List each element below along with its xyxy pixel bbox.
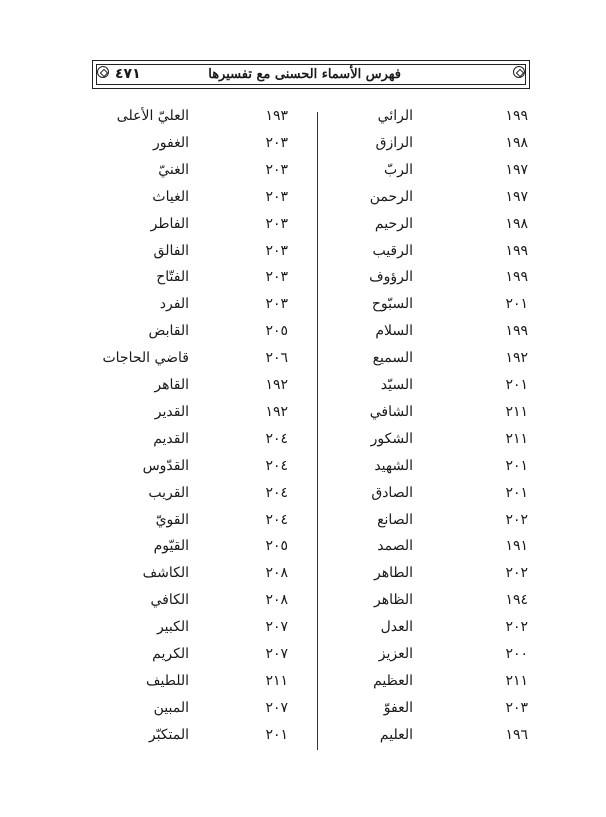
entry-page-number: ٢١١ bbox=[505, 430, 528, 447]
page-number: ٤٧١ bbox=[115, 66, 141, 82]
entry-name: القدّوس bbox=[142, 457, 189, 474]
entry-page-number: ٢٠٣ bbox=[265, 296, 288, 313]
entry-name: السيّد bbox=[380, 377, 413, 393]
entry-page-number: ١٩٢ bbox=[265, 403, 288, 420]
index-entry bbox=[0, 727, 606, 747]
entry-name: العليّ الأعلى bbox=[116, 108, 189, 124]
index-entry bbox=[0, 323, 606, 343]
entry-name: الكافي bbox=[150, 592, 189, 609]
entry-name: القريب bbox=[148, 484, 189, 501]
entry-page-number: ٢٠٥ bbox=[265, 323, 288, 340]
entry-name: الطاهر bbox=[373, 565, 413, 582]
entry-page-number: ٢١١ bbox=[505, 403, 528, 420]
entry-name: الرؤوف bbox=[369, 269, 413, 286]
entry-name: الرحيم bbox=[374, 215, 413, 232]
index-entry bbox=[0, 377, 606, 397]
entry-name: الرحمن bbox=[369, 188, 413, 205]
entry-name: الغنيّ bbox=[158, 161, 189, 178]
entry-name: الكبير bbox=[156, 619, 189, 636]
header-title: فهرس الأسماء الحسنى مع تفسيرها bbox=[208, 67, 401, 82]
entry-name: اللطيف bbox=[146, 672, 189, 689]
entry-page-number: ١٩٩ bbox=[505, 323, 528, 340]
index-entry bbox=[0, 135, 606, 155]
entry-page-number: ٢٠٣ bbox=[265, 215, 288, 232]
entry-name: الفاطر bbox=[150, 215, 189, 232]
entry-name: الشكور bbox=[370, 430, 413, 447]
entry-name: الصانع bbox=[377, 511, 413, 528]
entry-name: القاهر bbox=[154, 377, 189, 393]
entry-page-number: ١٩١ bbox=[505, 538, 528, 555]
entry-page-number: ١٩٩ bbox=[505, 269, 528, 286]
entry-page-number: ٢٠٢ bbox=[505, 565, 528, 582]
entry-page-number: ٢٠٤ bbox=[265, 430, 288, 447]
entry-name: القديم bbox=[153, 430, 189, 447]
entry-name: القويّ bbox=[155, 511, 189, 528]
entry-page-number: ٢٠١ bbox=[505, 296, 528, 313]
entry-page-number: ٢٠٢ bbox=[505, 511, 528, 528]
entry-page-number: ١٩٨ bbox=[505, 134, 528, 151]
entry-page-number: ١٩٦ bbox=[505, 726, 528, 743]
entry-page-number: ١٩٢ bbox=[505, 350, 528, 367]
entry-page-number: ٢٠٣ bbox=[505, 699, 528, 716]
entry-name: الظاهر bbox=[373, 592, 413, 609]
entry-page-number: ٢٠١ bbox=[505, 484, 528, 501]
index-entry bbox=[0, 458, 606, 478]
entry-page-number: ٢٠١ bbox=[505, 377, 528, 393]
entry-name: الصادق bbox=[371, 484, 413, 501]
entry-page-number: ١٩٨ bbox=[505, 215, 528, 232]
entry-name: الفالق bbox=[153, 242, 189, 259]
entry-page-number: ١٩٤ bbox=[505, 592, 528, 609]
entry-name: الغفور bbox=[153, 134, 189, 151]
index-entry bbox=[0, 269, 606, 289]
index-entry bbox=[0, 565, 606, 585]
index-entry bbox=[0, 485, 606, 505]
entry-page-number: ٢٠٨ bbox=[265, 592, 288, 609]
entry-page-number: ١٩٩ bbox=[505, 242, 528, 259]
entry-name: العليم bbox=[379, 726, 413, 743]
entry-name: الغياث bbox=[152, 188, 189, 205]
entry-page-number: ٢١١ bbox=[265, 672, 288, 689]
entry-name: الفتّاح bbox=[156, 269, 189, 286]
entry-name: الشافي bbox=[369, 403, 413, 420]
index-entry bbox=[0, 673, 606, 693]
entry-page-number: ٢٠٤ bbox=[265, 511, 288, 528]
entry-name: الربّ bbox=[383, 161, 413, 178]
entry-page-number: ٢٠٣ bbox=[265, 161, 288, 178]
index-entry bbox=[0, 700, 606, 720]
entry-page-number: ١٩٣ bbox=[265, 108, 288, 124]
index-entry bbox=[0, 431, 606, 451]
entry-page-number: ٢٠٠ bbox=[505, 646, 528, 662]
entry-page-number: ١٩٩ bbox=[505, 108, 528, 124]
index-entry bbox=[0, 592, 606, 612]
entry-page-number: ٢٠٣ bbox=[265, 188, 288, 205]
entry-name: قاضي الحاجات bbox=[102, 350, 189, 367]
entry-name: المتكبّر bbox=[148, 726, 189, 743]
index-entry bbox=[0, 216, 606, 236]
entry-name: القيّوم bbox=[153, 538, 189, 555]
entry-page-number: ٢٠٦ bbox=[265, 350, 288, 367]
entry-name: المبين bbox=[153, 699, 189, 716]
entry-page-number: ٢٠٤ bbox=[265, 484, 288, 501]
entry-name: العفوّ bbox=[383, 699, 413, 716]
index-entry bbox=[0, 512, 606, 532]
ornament-right-icon bbox=[513, 66, 525, 78]
entry-name: الرازق bbox=[375, 134, 413, 151]
entry-name: الصمد bbox=[377, 538, 413, 555]
entry-page-number: ٢٠١ bbox=[505, 457, 528, 474]
index-entry bbox=[0, 646, 606, 666]
entry-name: العدل bbox=[380, 619, 413, 636]
entry-name: القدير bbox=[154, 403, 189, 420]
entry-page-number: ٢٠٧ bbox=[265, 646, 288, 662]
entry-page-number: ٢٠١ bbox=[265, 726, 288, 743]
entry-page-number: ١٩٢ bbox=[265, 377, 288, 393]
entry-page-number: ٢١١ bbox=[505, 672, 528, 689]
entry-page-number: ٢٠٣ bbox=[265, 242, 288, 259]
index-entry bbox=[0, 162, 606, 182]
entry-name: العظيم bbox=[373, 672, 413, 689]
ornament-left-icon bbox=[97, 66, 109, 78]
entry-name: السميع bbox=[372, 350, 413, 367]
index-entry bbox=[0, 350, 606, 370]
entry-name: السبّوح bbox=[371, 296, 413, 313]
entry-name: الرائي bbox=[377, 108, 413, 124]
entry-page-number: ٢٠٧ bbox=[265, 699, 288, 716]
entry-name: العزيز bbox=[378, 646, 413, 662]
entry-page-number: ٢٠٨ bbox=[265, 565, 288, 582]
entry-page-number: ٢٠٢ bbox=[505, 619, 528, 636]
entry-page-number: ٢٠٣ bbox=[265, 134, 288, 151]
entry-name: الفرد bbox=[159, 296, 189, 313]
entry-page-number: ٢٠٥ bbox=[265, 538, 288, 555]
index-entry bbox=[0, 243, 606, 263]
entry-page-number: ٢٠٣ bbox=[265, 269, 288, 286]
index-entry bbox=[0, 538, 606, 558]
entry-name: السلام bbox=[375, 323, 413, 340]
entry-page-number: ١٩٧ bbox=[505, 188, 528, 205]
running-header bbox=[92, 60, 530, 89]
entry-name: القابض bbox=[148, 323, 189, 340]
index-entry bbox=[0, 189, 606, 209]
index-entry bbox=[0, 108, 606, 128]
index-entry bbox=[0, 404, 606, 424]
index-entry bbox=[0, 296, 606, 316]
entry-page-number: ٢٠٤ bbox=[265, 457, 288, 474]
entry-page-number: ٢٠٧ bbox=[265, 619, 288, 636]
entry-name: الكريم bbox=[152, 646, 189, 662]
index-entry bbox=[0, 619, 606, 639]
entry-page-number: ١٩٧ bbox=[505, 161, 528, 178]
entry-name: الكاشف bbox=[142, 565, 189, 582]
entry-name: الرقيب bbox=[372, 242, 413, 259]
entry-name: الشهيد bbox=[374, 457, 413, 474]
